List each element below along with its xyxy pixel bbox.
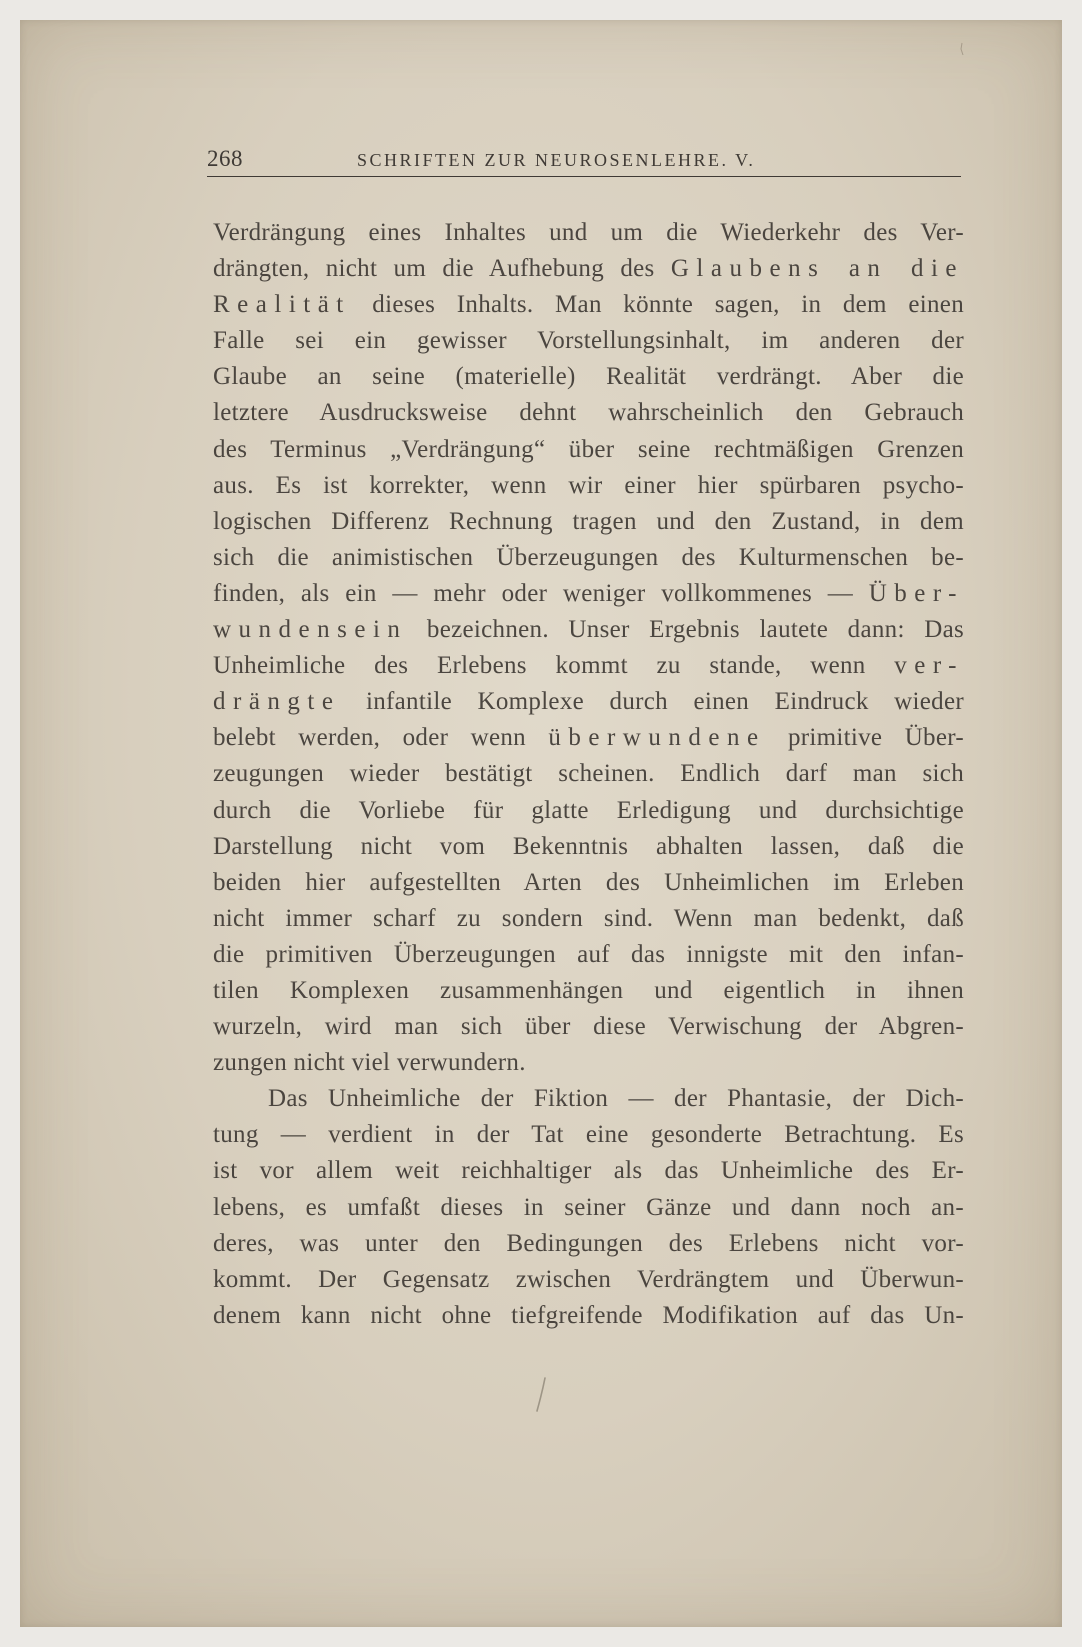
pencil-mark — [525, 1375, 555, 1415]
text-line — [213, 287, 964, 323]
text-line: zungen nicht viel verwundern. — [213, 1049, 526, 1077]
paragraph — [213, 215, 964, 1081]
text-line: wurzeln, wird man sich über diese Verwischung der Abgren- — [213, 1013, 964, 1041]
page-number: 268 — [207, 146, 243, 171]
text-line: deres, was unter den Bedingungen des Erlebens nicht vor- — [213, 1229, 964, 1257]
line-segment: finden, als ein — mehr oder weniger vollkommenes — — [213, 579, 869, 607]
spaced-emphasis: wundensein — [213, 616, 408, 644]
line-segment: dieses Inhalts. Man könnte sagen, in dem einen — [350, 291, 964, 319]
text-line — [213, 720, 964, 756]
text-line: Darstellung nicht vom Bekenntnis abhalten lassen, daß die — [213, 832, 964, 860]
text-line: nicht immer scharf zu sondern sind. Wenn man bedenkt, daß — [213, 904, 964, 932]
line-segment: infantile Komplexe durch einen Eindruck wieder — [340, 688, 964, 716]
line-segment: bezeichnen. Unser Ergebnis lautete dann: Das — [407, 616, 964, 644]
text-line: Verdrängung eines Inhaltes und um die Wiederkehr des Ver- — [213, 219, 964, 246]
text-line — [213, 684, 964, 720]
text-line: beiden hier aufgestellten Arten des Unheimlichen im Erleben — [213, 868, 964, 896]
spaced-emphasis: Realität — [213, 291, 351, 319]
text-line: die primitiven Überzeugungen auf das innigste mit den infan- — [213, 940, 964, 968]
book-page — [20, 20, 1062, 1627]
paragraph — [213, 1081, 964, 1334]
body-text — [213, 215, 964, 1334]
spaced-emphasis: überwundene — [548, 724, 766, 752]
text-line: logischen Differenz Rechnung tragen und den Zustand, in dem — [213, 507, 964, 535]
text-line: aus. Es ist korrekter, wenn wir einer hier spürbaren psycho- — [213, 471, 964, 499]
text-line: letztere Ausdrucksweise dehnt wahrscheinlich den Gebrauch — [213, 399, 964, 427]
text-line: Glaube an seine (materielle) Realität verdrängt. Aber die — [213, 363, 964, 391]
text-line: zeugungen wieder bestätigt scheinen. Endlich darf man sich — [213, 760, 964, 788]
line-segment: primitive Über- — [765, 724, 964, 752]
text-line: kommt. Der Gegensatz zwischen Verdrängtem und Überwun- — [213, 1265, 964, 1293]
ink-speck — [958, 42, 966, 56]
text-line — [213, 576, 964, 612]
running-header — [207, 142, 961, 177]
spaced-emphasis: ver- — [894, 652, 964, 680]
text-line — [213, 612, 964, 648]
spaced-emphasis: Über- — [868, 579, 964, 607]
text-line: Das Unheimliche der Fiktion — der Phantasie, der Dich- — [268, 1085, 964, 1113]
running-title: SCHRIFTEN ZUR NEUROSENLEHRE. V. — [357, 150, 756, 170]
text-line: durch die Vorliebe für glatte Erledigung und durchsichtige — [213, 796, 964, 824]
text-line — [213, 251, 964, 287]
text-line: sich die animistischen Überzeugungen des Kulturmenschen be- — [213, 543, 964, 571]
text-line — [213, 648, 964, 684]
text-line: denem kann nicht ohne tiefgreifende Modifikation auf das Un- — [213, 1301, 964, 1329]
text-line: lebens, es umfaßt dieses in seiner Gänze und dann noch an- — [213, 1193, 964, 1221]
line-segment: Unheimliche des Erlebens kommt zu stande, wenn — [213, 652, 895, 680]
spaced-emphasis: drängte — [213, 688, 341, 716]
text-line: tilen Komplexen zusammenhängen und eigentlich in ihnen — [213, 976, 964, 1004]
line-segment: drängten, nicht um die Aufhebung des — [213, 255, 671, 283]
spaced-emphasis: Glaubens an die — [670, 255, 964, 283]
text-line: des Terminus „Verdrängung“ über seine rechtmäßigen Grenzen — [213, 435, 964, 463]
text-line: tung — verdient in der Tat eine gesonderte Betrachtung. Es — [213, 1121, 964, 1149]
text-line: Falle sei ein gewisser Vorstellungsinhalt, im anderen der — [213, 327, 964, 355]
text-line: ist vor allem weit reichhaltiger als das Unheimliche des Er- — [213, 1157, 964, 1185]
line-segment: belebt werden, oder wenn — [213, 724, 549, 752]
